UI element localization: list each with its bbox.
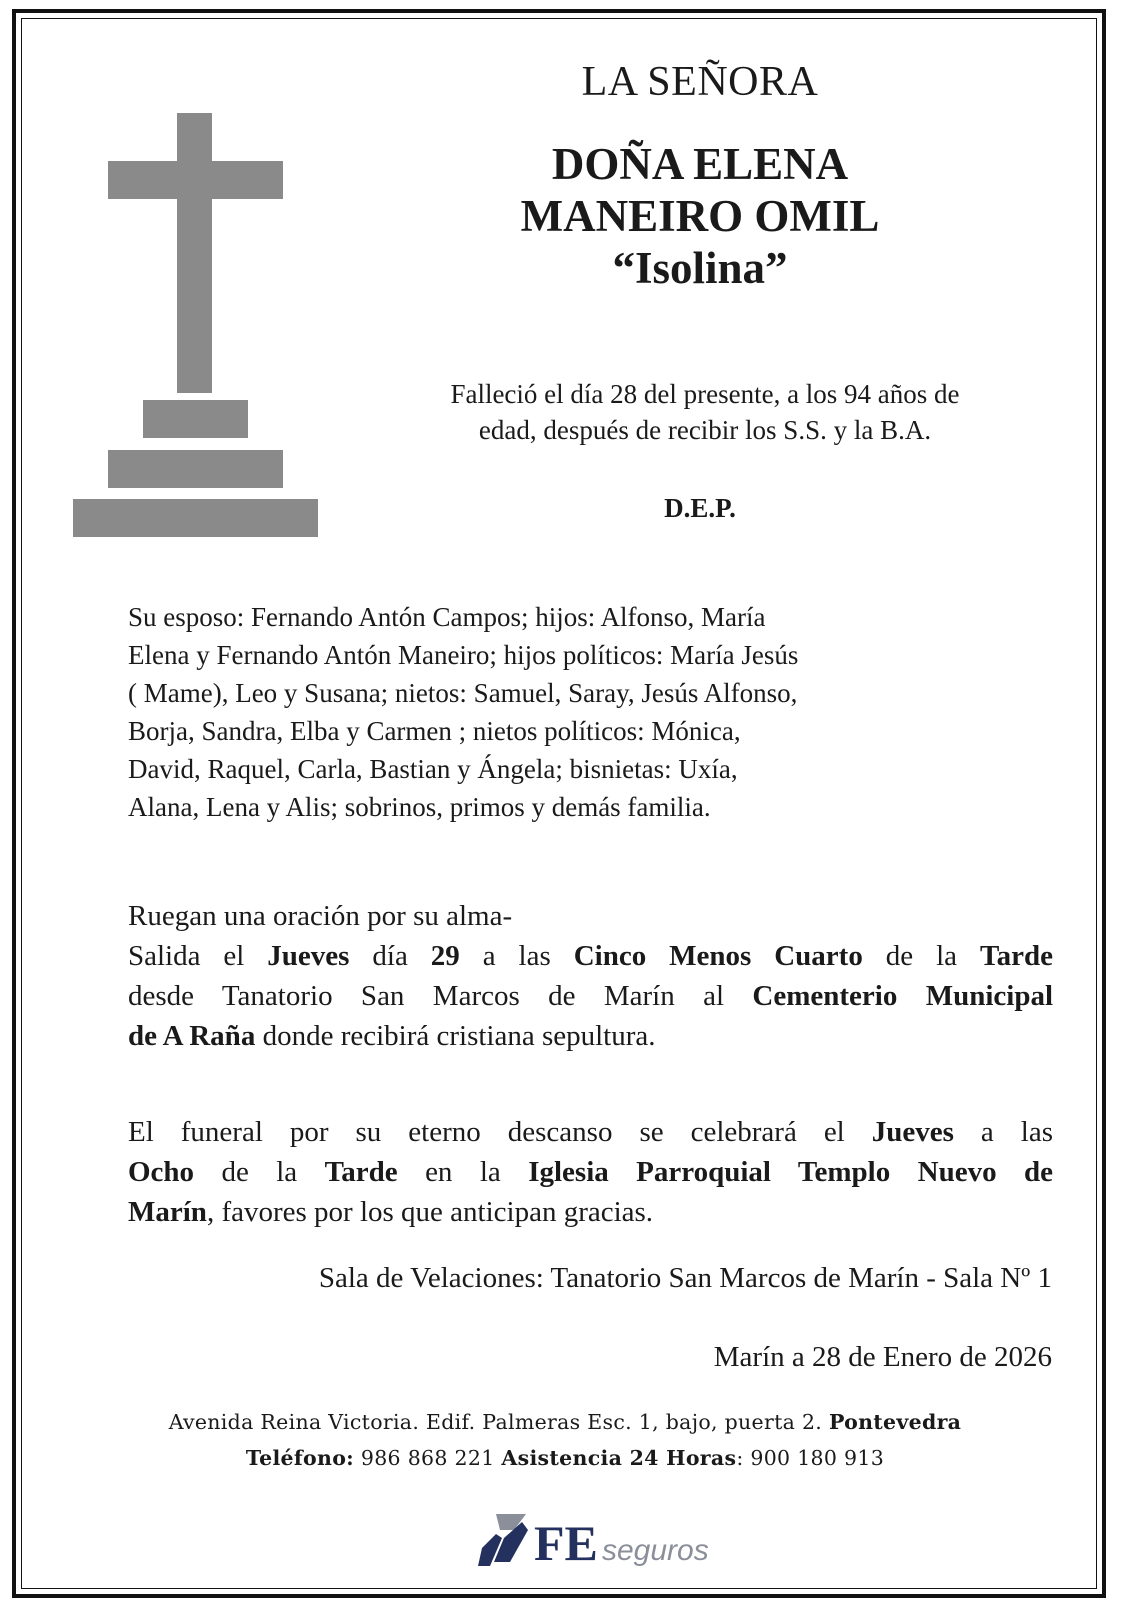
- day-number: 29: [430, 940, 460, 972]
- prayer-paragraph: [128, 896, 1053, 1056]
- text: , favores por los que anticipan gracias.: [206, 1196, 654, 1228]
- cross-base-step-1: [143, 400, 248, 438]
- text: a las: [953, 1116, 1053, 1148]
- wake-room: Sala de Velaciones: Tanatorio San Marcos de Marín - Sala Nº 1: [318, 1262, 1052, 1294]
- family-line: Su esposo: Fernando Antón Campos; hijos: Alfonso, María: [128, 602, 766, 632]
- funeral-line-3: [128, 1192, 1053, 1232]
- title-la-senora: LA SEÑORA: [581, 59, 819, 105]
- phone-number: 986 868 221: [354, 1446, 502, 1470]
- funeral-line-2: [128, 1152, 1053, 1192]
- death-notice-line-2: edad, después de recibir los S.S. y la B.A.: [478, 415, 932, 445]
- text: desde Tanatorio San Marcos de Marín al: [128, 980, 753, 1012]
- text: Salida el: [128, 940, 268, 972]
- text: día: [349, 940, 431, 972]
- family-line: Elena y Fernando Antón Maneiro; hijos políticos: María Jesús: [128, 640, 799, 670]
- death-notice-line-1: Falleció el día 28 del presente, a los 94 años de: [450, 379, 960, 409]
- church-town: Marín: [128, 1196, 207, 1228]
- text: de la: [862, 940, 980, 972]
- phone-label: Teléfono:: [245, 1446, 355, 1470]
- family-line: Alana, Lena y Alis; sobrinos, primos y demás familia.: [128, 792, 711, 822]
- day-name: Jueves: [267, 940, 350, 972]
- dep-label: D.E.P.: [664, 493, 736, 523]
- cross-base-step-3: [73, 499, 318, 537]
- family-line: ( Mame), Leo y Susana; nietos: Samuel, Saray, Jesús Alfonso,: [128, 678, 798, 708]
- cemetery-place: de A Raña: [128, 1020, 256, 1052]
- assistance-number: : 900 180 913: [736, 1446, 885, 1470]
- city: Pontevedra: [828, 1410, 962, 1434]
- family-list: [128, 598, 1048, 826]
- family-line: David, Raquel, Carla, Bastian y Ángela; bisnietas: Uxía,: [128, 754, 738, 784]
- cross-horizontal-beam: [108, 161, 283, 199]
- burial-line: [128, 1016, 1053, 1056]
- cross-base-step-2: [108, 450, 283, 488]
- cemetery-name: Cementerio Municipal: [752, 980, 1053, 1012]
- text: a las: [459, 940, 574, 972]
- address: Avenida Reina Victoria. Edif. Palmeras Esc. 1, bajo, puerta 2.: [168, 1410, 829, 1434]
- place-date: Marín a 28 de Enero de 2026: [713, 1341, 1052, 1373]
- text: en la: [397, 1156, 529, 1188]
- name-line-2: MANEIRO OMIL: [520, 191, 880, 241]
- footer-address: [110, 1410, 1020, 1434]
- fe-seguros-logo: [474, 1500, 734, 1580]
- logo-subtitle: seguros: [602, 1534, 709, 1567]
- logo-brand: FE: [534, 1515, 598, 1571]
- assistance-label: Asistencia 24 Horas: [501, 1446, 737, 1470]
- family-line: Borja, Sandra, Elba y Carmen ; nietos políticos: Mónica,: [128, 716, 741, 746]
- funeral-hour: Ocho: [128, 1156, 195, 1188]
- cross-icon: [73, 113, 323, 553]
- text: donde recibirá cristiana sepultura.: [255, 1020, 656, 1052]
- funeral-paragraph: [128, 1112, 1053, 1232]
- death-notice: [355, 376, 1055, 448]
- deceased-name: [420, 138, 980, 294]
- departure-line: [128, 936, 1053, 976]
- nickname: “Isolina”: [612, 243, 788, 293]
- name-line-1: DOÑA ELENA: [551, 139, 849, 189]
- time-of-day: Tarde: [324, 1156, 398, 1188]
- day-name: Jueves: [871, 1116, 954, 1148]
- footer-contact: [110, 1446, 1020, 1470]
- funeral-line-1: [128, 1112, 1053, 1152]
- route-line: [128, 976, 1053, 1016]
- church-name: Iglesia Parroquial Templo Nuevo de: [528, 1156, 1053, 1188]
- departure-time: Cinco Menos Cuarto: [573, 940, 863, 972]
- text: de la: [194, 1156, 325, 1188]
- cross-vertical-beam: [177, 113, 212, 393]
- time-of-day: Tarde: [979, 940, 1053, 972]
- logo-mark: [478, 1514, 528, 1566]
- prayer-request: Ruegan una oración por su alma-: [128, 900, 513, 932]
- text: El funeral por su eterno descanso se celebrará el: [128, 1116, 872, 1148]
